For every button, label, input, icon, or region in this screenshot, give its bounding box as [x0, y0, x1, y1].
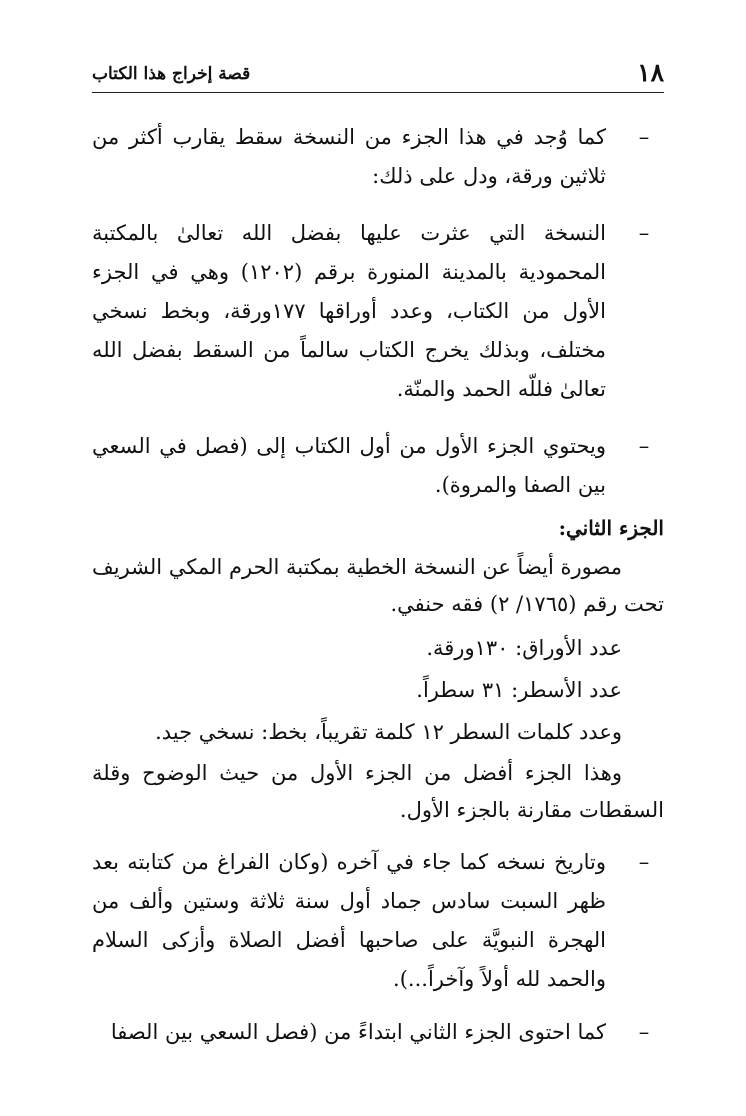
bullet-dash: –: [638, 850, 650, 874]
paragraph-text: مصورة أيضاً عن النسخة الخطية بمكتبة الحرم المكي الشريف تحت رقم (١٧٦٥/ ٢) فقه حنفي.: [92, 555, 664, 616]
stat-line: عدد الأوراق: ١٣٠ورقة.: [426, 636, 622, 660]
bullet-item: [92, 214, 664, 409]
stat-line: عدد الأسطر: ٣١ سطراً.: [416, 678, 622, 702]
page-number: ١٨: [637, 58, 664, 87]
bullet-item: [92, 1013, 664, 1052]
bullet-dash: –: [638, 434, 650, 458]
bullet-item: [92, 427, 664, 505]
stat-line: وعدد كلمات السطر ١٢ كلمة تقريباً، بخط: نسخي جيد.: [155, 720, 622, 744]
paragraph: [92, 755, 664, 829]
bullet-text: كما وُجد في هذا الجزء من النسخة سقط يقارب أكثر من ثلاثين ورقة، ودل على ذلك:: [92, 125, 606, 188]
bullet-text: كما احتوى الجزء الثاني ابتداءً من (فصل السعي بين الصفا: [110, 1020, 606, 1044]
section-heading: الجزء الثاني:: [558, 516, 664, 540]
bullet-dash: –: [638, 221, 650, 245]
bullet-dash: –: [638, 1020, 650, 1044]
bullet-item: [92, 118, 664, 196]
bullet-item: [92, 843, 664, 999]
bullet-dash: –: [638, 125, 650, 149]
paragraph: [92, 549, 664, 623]
bullet-text: ويحتوي الجزء الأول من أول الكتاب إلى (فصل في السعي بين الصفا والمروة).: [92, 434, 606, 497]
paragraph-text: وهذا الجزء أفضل من الجزء الأول من حيث الوضوح وقلة السقطات مقارنة بالجزء الأول.: [92, 761, 664, 822]
running-title: قصة إخراج هذا الكتاب: [92, 64, 251, 84]
page-header: [92, 58, 664, 93]
bullet-text: النسخة التي عثرت عليها بفضل الله تعالىٰ بالمكتبة المحمودية بالمدينة المنورة برقم (١٢٠٢) وهي في الجزء الأول من الكتاب، وعدد أوراقها ١٧٧ورقة، وبخط نسخي مختلف، وبذلك يخرج الكتاب سالماً من السقط بفضل الله تعالىٰ فللّه الحمد والمنّة.: [92, 221, 606, 401]
bullet-text: وتاريخ نسخه كما جاء في آخره (وكان الفراغ من كتابته بعد ظهر السبت سادس جماد أول سنة ثلاثة وستين وألف من الهجرة النبويَّة على صاحبها أفضل الصلاة وأزكى السلام والحمد لله أولاً وآخراً...).: [92, 850, 606, 991]
page-body: [92, 118, 664, 1052]
